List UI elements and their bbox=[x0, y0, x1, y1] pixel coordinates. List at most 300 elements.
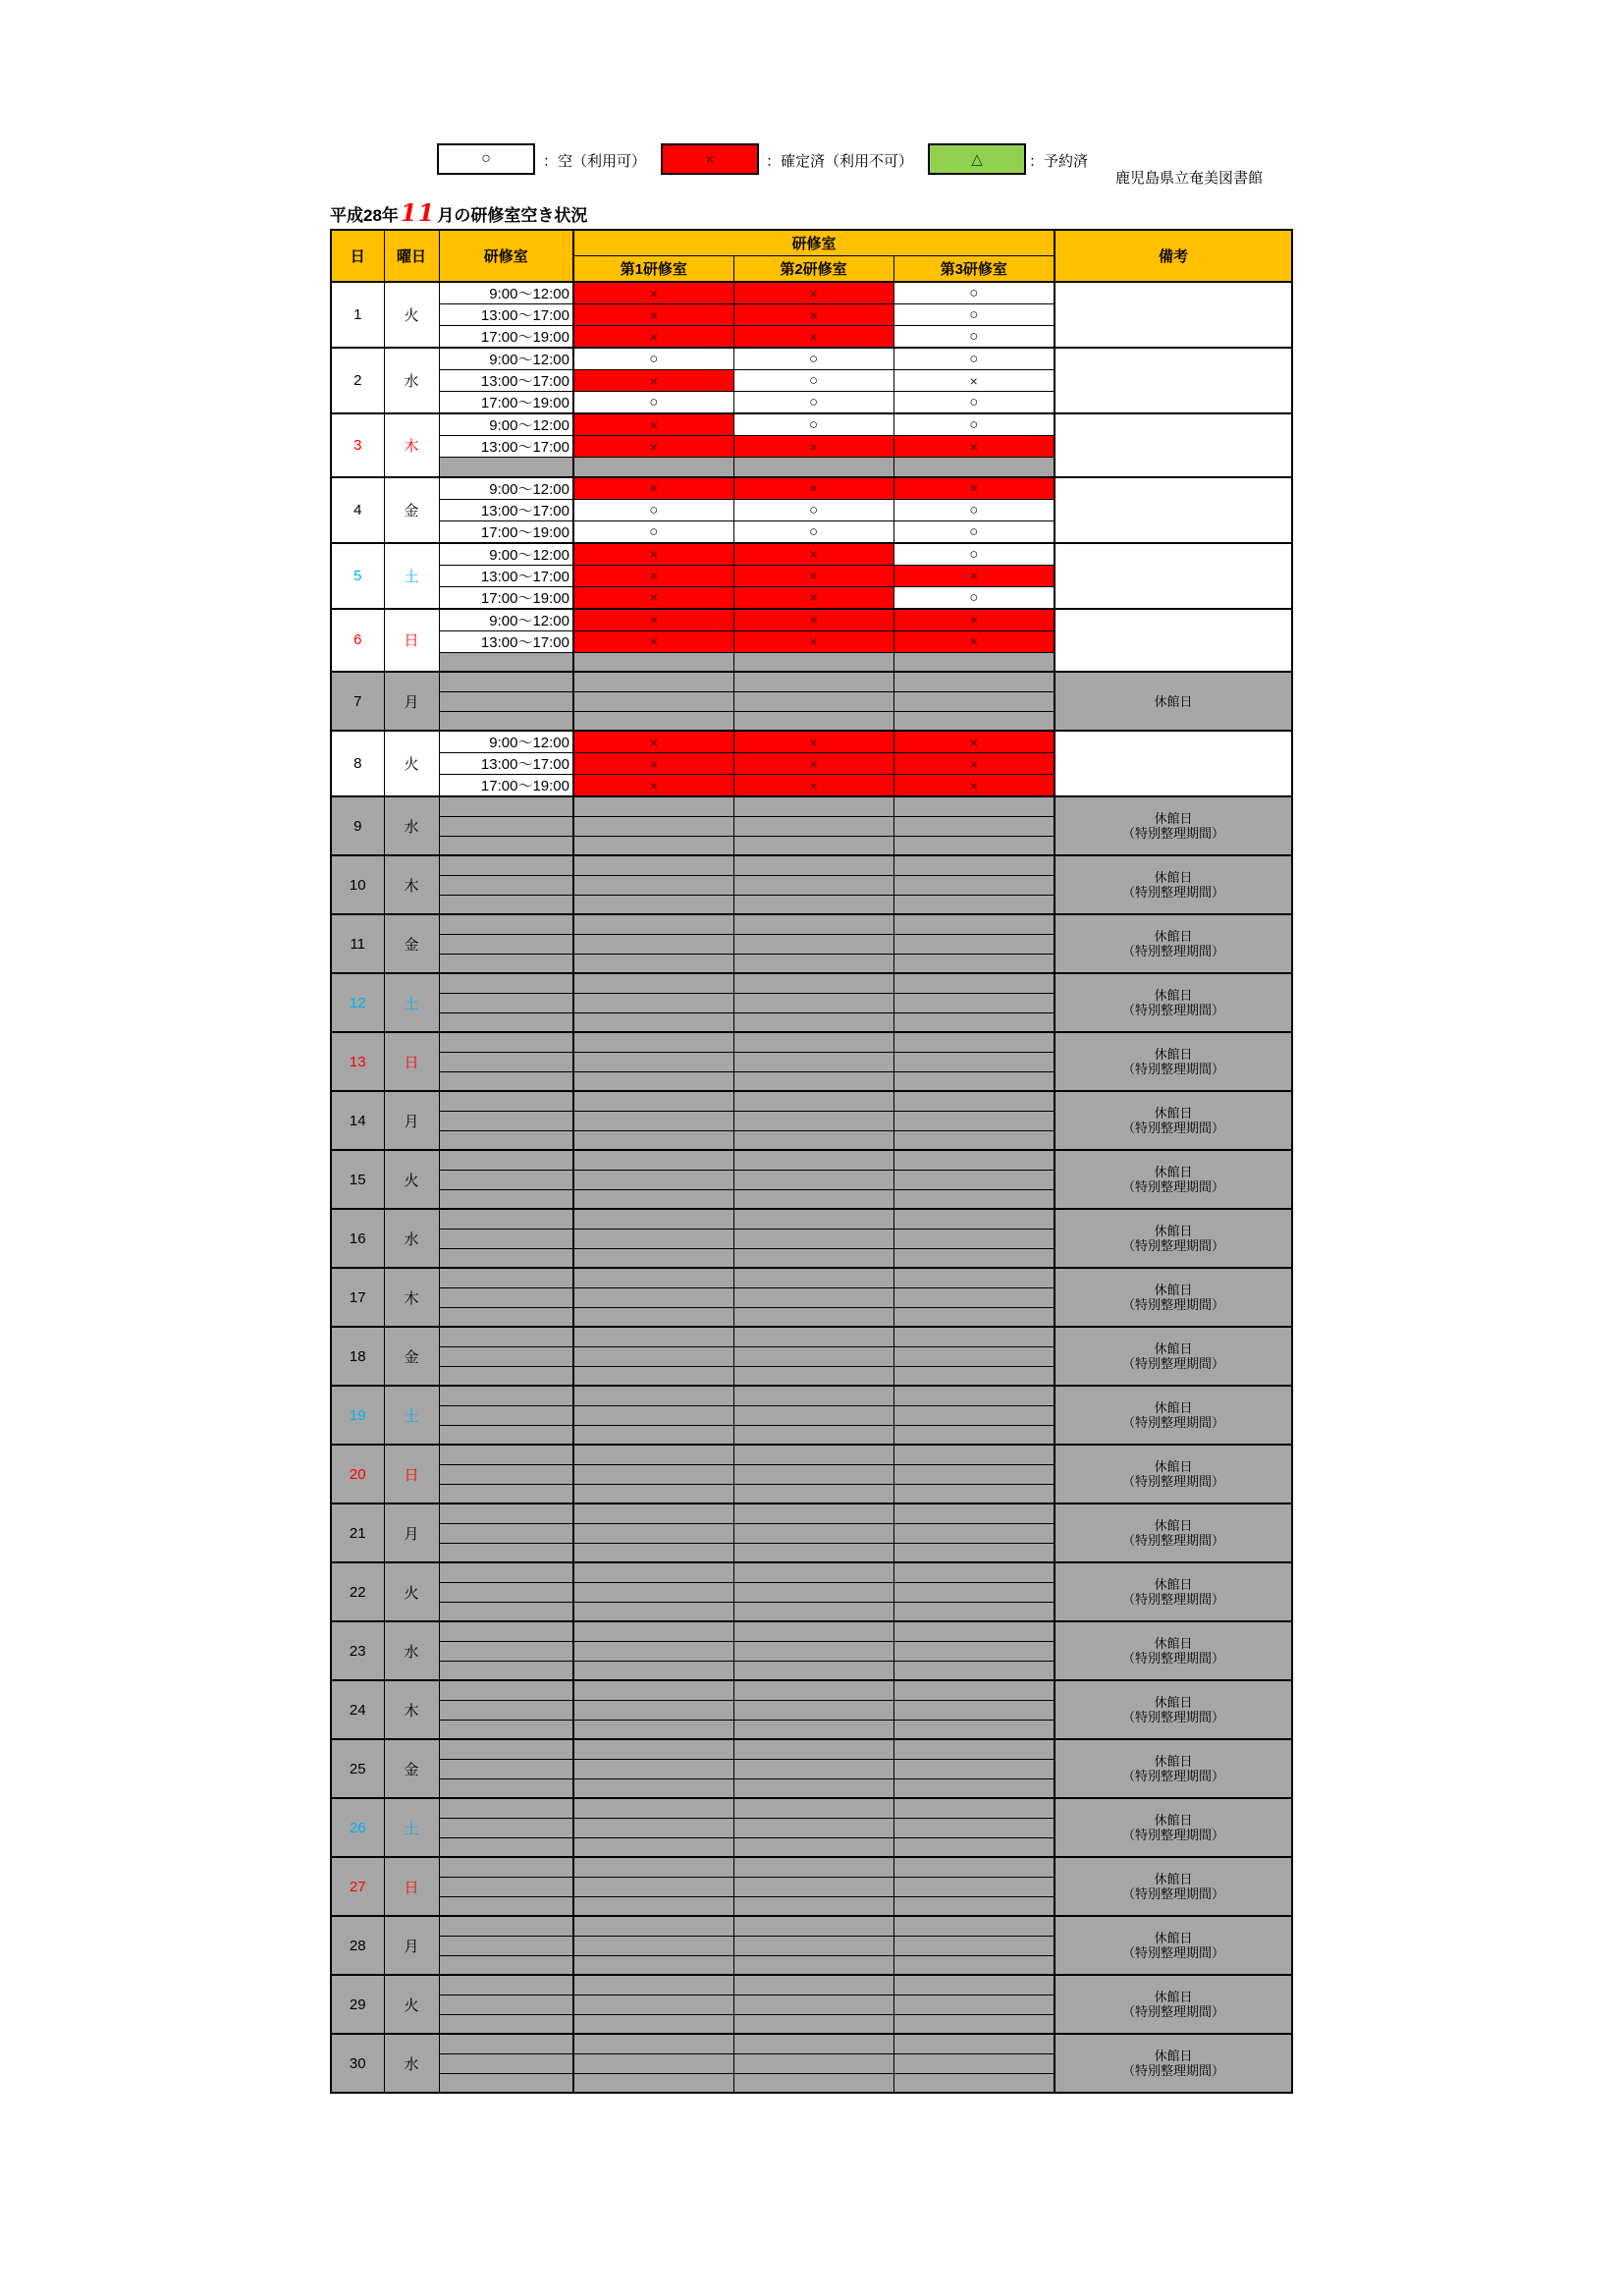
status-cell-room1 bbox=[573, 1130, 733, 1150]
remarks-line: （特別整理期間） bbox=[1121, 2063, 1224, 2078]
remarks-line: （特別整理期間） bbox=[1121, 1710, 1224, 1724]
status-cell-room1 bbox=[573, 875, 733, 895]
time-slot-cell bbox=[439, 1150, 573, 1170]
time-slot-cell bbox=[439, 836, 573, 855]
col-header-room3: 第3研修室 bbox=[893, 255, 1055, 282]
day-number-cell: 20 bbox=[331, 1445, 384, 1503]
status-cell-room2 bbox=[733, 1425, 893, 1445]
remarks-line: 休館日 bbox=[1154, 1106, 1193, 1121]
remarks-cell bbox=[1055, 477, 1292, 543]
status-cell-room3 bbox=[893, 1955, 1055, 1975]
status-cell-room3 bbox=[893, 1346, 1055, 1366]
weekday-cell: 木 bbox=[384, 413, 439, 477]
day-number-cell: 24 bbox=[331, 1680, 384, 1739]
weekday-cell: 土 bbox=[384, 543, 439, 609]
status-cell-room3 bbox=[893, 1857, 1055, 1877]
status-cell-room3: ○ bbox=[893, 499, 1055, 520]
status-cell-room3 bbox=[893, 2034, 1055, 2053]
table-row bbox=[331, 672, 1292, 691]
status-cell-room3 bbox=[893, 1386, 1055, 1405]
status-cell-room2 bbox=[733, 1229, 893, 1248]
status-cell-room2 bbox=[733, 1975, 893, 1995]
time-slot-cell bbox=[439, 1464, 573, 1484]
status-cell-room2 bbox=[733, 1661, 893, 1680]
status-cell-room2: × bbox=[733, 609, 893, 631]
remarks-cell bbox=[1055, 413, 1292, 477]
time-slot-cell bbox=[439, 1995, 573, 2014]
time-slot-cell bbox=[439, 1936, 573, 1955]
remarks-cell bbox=[1055, 796, 1292, 855]
remarks-cell bbox=[1055, 1150, 1292, 1209]
status-cell-room2 bbox=[733, 1857, 893, 1877]
day-number-cell: 25 bbox=[331, 1739, 384, 1798]
time-slot-cell bbox=[439, 1327, 573, 1346]
status-cell-room1 bbox=[573, 1877, 733, 1896]
table-row bbox=[331, 1032, 1292, 1052]
day-number-cell: 15 bbox=[331, 1150, 384, 1209]
status-cell-room2 bbox=[733, 1936, 893, 1955]
remarks-line: （特別整理期間） bbox=[1121, 1238, 1224, 1253]
status-cell-room3 bbox=[893, 1130, 1055, 1150]
weekday-cell: 水 bbox=[384, 796, 439, 855]
time-slot-cell bbox=[439, 973, 573, 993]
day-number-cell: 30 bbox=[331, 2034, 384, 2093]
table-row bbox=[331, 1798, 1292, 1818]
status-cell-room3 bbox=[893, 672, 1055, 691]
weekday-cell: 金 bbox=[384, 1327, 439, 1386]
status-cell-room2: × bbox=[733, 753, 893, 775]
status-cell-room1 bbox=[573, 1661, 733, 1680]
status-cell-room2 bbox=[733, 1818, 893, 1837]
weekday-cell: 月 bbox=[384, 1091, 439, 1150]
time-slot-cell bbox=[439, 1130, 573, 1150]
remarks-line: （特別整理期間） bbox=[1121, 1651, 1224, 1666]
status-cell-room3 bbox=[893, 1209, 1055, 1229]
status-cell-room2 bbox=[733, 855, 893, 875]
status-cell-room1 bbox=[573, 1837, 733, 1857]
status-cell-room2 bbox=[733, 1916, 893, 1936]
table-row bbox=[331, 1680, 1292, 1700]
remarks-line: （特別整理期間） bbox=[1121, 1533, 1224, 1548]
status-cell-room3 bbox=[893, 1445, 1055, 1464]
status-cell-room2: × bbox=[733, 630, 893, 652]
schedule-table bbox=[330, 229, 1293, 2094]
status-cell-room1 bbox=[573, 934, 733, 954]
day-number-cell: 23 bbox=[331, 1621, 384, 1680]
time-slot-cell: 13:00～17:00 bbox=[439, 499, 573, 520]
remarks-cell bbox=[1055, 1209, 1292, 1268]
table-row bbox=[331, 1150, 1292, 1170]
status-cell-room3 bbox=[893, 1896, 1055, 1916]
status-cell-room1 bbox=[573, 652, 733, 672]
table-header bbox=[331, 230, 1292, 282]
remarks-cell bbox=[1055, 348, 1292, 413]
page-title bbox=[330, 198, 593, 231]
status-cell-room2 bbox=[733, 1032, 893, 1052]
remarks-line: （特別整理期間） bbox=[1121, 1415, 1224, 1430]
status-cell-room3 bbox=[893, 1170, 1055, 1189]
col-header-room-group: 研修室 bbox=[573, 230, 1055, 255]
remarks-cell bbox=[1055, 543, 1292, 609]
status-cell-room1 bbox=[573, 836, 733, 855]
status-cell-room3: ○ bbox=[893, 348, 1055, 370]
status-cell-room2 bbox=[733, 1091, 893, 1111]
status-cell-room1 bbox=[573, 1189, 733, 1209]
remarks-cell bbox=[1055, 731, 1292, 796]
remarks-line: 休館日 bbox=[1154, 1400, 1193, 1415]
status-cell-room2 bbox=[733, 1896, 893, 1916]
time-slot-cell bbox=[439, 1562, 573, 1582]
table-row bbox=[331, 477, 1292, 500]
remarks-cell bbox=[1055, 1386, 1292, 1445]
status-cell-room2 bbox=[733, 1484, 893, 1503]
status-cell-room2 bbox=[733, 2053, 893, 2073]
status-cell-room2 bbox=[733, 1621, 893, 1641]
weekday-cell: 水 bbox=[384, 348, 439, 413]
status-cell-room1 bbox=[573, 1484, 733, 1503]
time-slot-cell bbox=[439, 914, 573, 934]
col-header-remarks: 備考 bbox=[1055, 230, 1292, 282]
weekday-cell: 火 bbox=[384, 731, 439, 796]
status-cell-room1: × bbox=[573, 753, 733, 775]
status-cell-room2 bbox=[733, 1759, 893, 1778]
col-header-room: 研修室 bbox=[439, 230, 573, 282]
time-slot-cell bbox=[439, 1778, 573, 1798]
remarks-line: （特別整理期間） bbox=[1121, 1179, 1224, 1194]
remarks-cell bbox=[1055, 1091, 1292, 1150]
status-cell-room3 bbox=[893, 796, 1055, 816]
status-cell-room3 bbox=[893, 711, 1055, 731]
status-cell-room1 bbox=[573, 993, 733, 1012]
status-cell-room1 bbox=[573, 1975, 733, 1995]
title-era: 平成28年 bbox=[330, 206, 399, 225]
day-number-cell: 3 bbox=[331, 413, 384, 477]
status-cell-room2 bbox=[733, 1366, 893, 1386]
status-cell-room1: × bbox=[573, 630, 733, 652]
status-cell-room3 bbox=[893, 1405, 1055, 1425]
time-slot-cell: 13:00～17:00 bbox=[439, 753, 573, 775]
status-cell-room1 bbox=[573, 1621, 733, 1641]
status-cell-room1 bbox=[573, 1346, 733, 1366]
status-cell-room2: × bbox=[733, 326, 893, 349]
status-cell-room3 bbox=[893, 1837, 1055, 1857]
status-cell-room3 bbox=[893, 1012, 1055, 1032]
status-cell-room3 bbox=[893, 1523, 1055, 1543]
status-cell-room3 bbox=[893, 1543, 1055, 1562]
status-cell-room1 bbox=[573, 1032, 733, 1052]
table-row bbox=[331, 1209, 1292, 1229]
time-slot-cell bbox=[439, 954, 573, 973]
status-cell-room2 bbox=[733, 1012, 893, 1032]
status-cell-room1 bbox=[573, 1759, 733, 1778]
remarks-line: 休館日 bbox=[1154, 1518, 1193, 1533]
schedule-table-wrapper bbox=[330, 229, 1293, 2094]
time-slot-cell bbox=[439, 1425, 573, 1445]
time-slot-cell bbox=[439, 1032, 573, 1052]
status-cell-room2: ○ bbox=[733, 413, 893, 436]
legend-label-reserved: ：予約済 bbox=[1029, 153, 1089, 170]
time-slot-cell bbox=[439, 1837, 573, 1857]
time-slot-cell bbox=[439, 895, 573, 914]
table-row bbox=[331, 348, 1292, 370]
remarks-line: 休館日 bbox=[1154, 929, 1193, 944]
status-cell-room3 bbox=[893, 1071, 1055, 1091]
time-slot-cell bbox=[439, 1700, 573, 1720]
status-cell-room3: × bbox=[893, 753, 1055, 775]
time-slot-cell bbox=[439, 1955, 573, 1975]
status-cell-room2 bbox=[733, 954, 893, 973]
status-cell-room1 bbox=[573, 691, 733, 711]
status-cell-room3 bbox=[893, 1307, 1055, 1327]
remarks-line: 休館日 bbox=[1154, 2049, 1193, 2063]
status-cell-room3 bbox=[893, 875, 1055, 895]
status-cell-room3 bbox=[893, 895, 1055, 914]
time-slot-cell: 9:00～12:00 bbox=[439, 609, 573, 631]
status-cell-room1 bbox=[573, 1778, 733, 1798]
time-slot-cell bbox=[439, 1111, 573, 1130]
time-slot-cell bbox=[439, 652, 573, 672]
table-row bbox=[331, 1916, 1292, 1936]
status-cell-room2 bbox=[733, 1543, 893, 1562]
status-cell-room3 bbox=[893, 1366, 1055, 1386]
status-cell-room1: × bbox=[573, 609, 733, 631]
time-slot-cell: 9:00～12:00 bbox=[439, 282, 573, 304]
status-cell-room3 bbox=[893, 1052, 1055, 1071]
status-cell-room2 bbox=[733, 711, 893, 731]
status-cell-room1: × bbox=[573, 326, 733, 349]
weekday-cell: 土 bbox=[384, 1798, 439, 1857]
status-cell-room3 bbox=[893, 1150, 1055, 1170]
status-cell-room3 bbox=[893, 458, 1055, 477]
time-slot-cell: 9:00～12:00 bbox=[439, 543, 573, 566]
weekday-cell: 木 bbox=[384, 1680, 439, 1739]
table-row bbox=[331, 796, 1292, 816]
time-slot-cell bbox=[439, 1071, 573, 1091]
status-cell-room3 bbox=[893, 1641, 1055, 1661]
status-cell-room3 bbox=[893, 1503, 1055, 1523]
time-slot-cell bbox=[439, 1975, 573, 1995]
status-cell-room2: ○ bbox=[733, 499, 893, 520]
status-cell-room3: × bbox=[893, 775, 1055, 797]
status-cell-room1 bbox=[573, 1995, 733, 2014]
remarks-line: 休館日 bbox=[1154, 1577, 1193, 1592]
remarks-line: 休館日 bbox=[1154, 1872, 1193, 1886]
weekday-cell: 日 bbox=[384, 609, 439, 673]
table-row bbox=[331, 1386, 1292, 1405]
time-slot-cell bbox=[439, 1268, 573, 1287]
time-slot-cell bbox=[439, 1307, 573, 1327]
status-cell-room1 bbox=[573, 1739, 733, 1759]
status-cell-room1 bbox=[573, 1916, 733, 1936]
day-number-cell: 10 bbox=[331, 855, 384, 914]
status-cell-room3 bbox=[893, 1268, 1055, 1287]
time-slot-cell: 9:00～12:00 bbox=[439, 731, 573, 753]
status-cell-room2 bbox=[733, 796, 893, 816]
status-cell-room3 bbox=[893, 1091, 1055, 1111]
remarks-cell bbox=[1055, 1739, 1292, 1798]
day-number-cell: 18 bbox=[331, 1327, 384, 1386]
status-cell-room3 bbox=[893, 1602, 1055, 1621]
time-slot-cell: 17:00～19:00 bbox=[439, 775, 573, 797]
time-slot-cell bbox=[439, 1896, 573, 1916]
status-cell-room3 bbox=[893, 1916, 1055, 1936]
status-cell-room2 bbox=[733, 993, 893, 1012]
weekday-cell: 土 bbox=[384, 1386, 439, 1445]
remarks-line: （特別整理期間） bbox=[1121, 944, 1224, 958]
status-cell-room1 bbox=[573, 1268, 733, 1287]
status-cell-room3 bbox=[893, 1877, 1055, 1896]
status-cell-room2 bbox=[733, 1562, 893, 1582]
status-cell-room2 bbox=[733, 1739, 893, 1759]
status-cell-room1 bbox=[573, 1936, 733, 1955]
status-cell-room3 bbox=[893, 1484, 1055, 1503]
remarks-line: 休館日 bbox=[1154, 1754, 1193, 1769]
status-cell-room3: ○ bbox=[893, 413, 1055, 436]
day-number-cell: 14 bbox=[331, 1091, 384, 1150]
weekday-cell: 日 bbox=[384, 1445, 439, 1503]
status-cell-room2: × bbox=[733, 586, 893, 609]
time-slot-cell bbox=[439, 1621, 573, 1641]
status-cell-room3 bbox=[893, 1700, 1055, 1720]
status-cell-room2: × bbox=[733, 477, 893, 500]
weekday-cell: 月 bbox=[384, 672, 439, 731]
day-number-cell: 28 bbox=[331, 1916, 384, 1975]
time-slot-cell bbox=[439, 1641, 573, 1661]
status-cell-room1 bbox=[573, 1091, 733, 1111]
status-cell-room1 bbox=[573, 816, 733, 836]
status-cell-room1 bbox=[573, 954, 733, 973]
status-cell-room1 bbox=[573, 711, 733, 731]
remarks-cell bbox=[1055, 855, 1292, 914]
status-cell-room3: × bbox=[893, 370, 1055, 392]
weekday-cell: 日 bbox=[384, 1032, 439, 1091]
title-suffix: 月の研修室空き状況 bbox=[437, 206, 588, 225]
status-cell-room1 bbox=[573, 1464, 733, 1484]
status-cell-room1 bbox=[573, 2073, 733, 2093]
day-number-cell: 22 bbox=[331, 1562, 384, 1621]
remarks-line: （特別整理期間） bbox=[1121, 1121, 1224, 1135]
status-cell-room1 bbox=[573, 1150, 733, 1170]
status-cell-room1 bbox=[573, 1543, 733, 1562]
status-cell-room2 bbox=[733, 1720, 893, 1739]
time-slot-cell: 13:00～17:00 bbox=[439, 630, 573, 652]
status-cell-room3: × bbox=[893, 477, 1055, 500]
remarks-cell bbox=[1055, 282, 1292, 348]
remarks-cell bbox=[1055, 1975, 1292, 2034]
status-cell-room2 bbox=[733, 934, 893, 954]
status-cell-room2 bbox=[733, 1130, 893, 1150]
table-row bbox=[331, 2034, 1292, 2053]
status-cell-room1 bbox=[573, 1307, 733, 1327]
remarks-line: （特別整理期間） bbox=[1121, 885, 1224, 900]
status-cell-room3 bbox=[893, 1425, 1055, 1445]
time-slot-cell: 17:00～19:00 bbox=[439, 392, 573, 414]
status-cell-room1: × bbox=[573, 370, 733, 392]
day-number-cell: 9 bbox=[331, 796, 384, 855]
remarks-line: 休館日 bbox=[1154, 988, 1193, 1003]
legend-box-reserved bbox=[928, 143, 1026, 175]
status-cell-room1 bbox=[573, 1170, 733, 1189]
status-cell-room1 bbox=[573, 1445, 733, 1464]
weekday-cell: 土 bbox=[384, 973, 439, 1032]
time-slot-cell bbox=[439, 1602, 573, 1621]
remarks-cell bbox=[1055, 1798, 1292, 1857]
status-cell-room1 bbox=[573, 2034, 733, 2053]
status-cell-room1 bbox=[573, 2014, 733, 2034]
status-cell-room2 bbox=[733, 816, 893, 836]
status-cell-room2: × bbox=[733, 543, 893, 566]
status-cell-room1 bbox=[573, 1896, 733, 1916]
remarks-cell bbox=[1055, 1621, 1292, 1680]
status-cell-room2 bbox=[733, 1209, 893, 1229]
day-number-cell: 4 bbox=[331, 477, 384, 543]
status-cell-room3 bbox=[893, 954, 1055, 973]
status-cell-room1: ○ bbox=[573, 392, 733, 414]
status-cell-room1: ○ bbox=[573, 520, 733, 543]
time-slot-cell bbox=[439, 1798, 573, 1818]
day-number-cell: 26 bbox=[331, 1798, 384, 1857]
remarks-cell bbox=[1055, 1503, 1292, 1562]
status-cell-room3 bbox=[893, 855, 1055, 875]
remarks-cell bbox=[1055, 609, 1292, 673]
col-header-day: 日 bbox=[331, 230, 384, 282]
table-row bbox=[331, 1268, 1292, 1287]
status-cell-room2 bbox=[733, 973, 893, 993]
day-number-cell: 21 bbox=[331, 1503, 384, 1562]
day-number-cell: 19 bbox=[331, 1386, 384, 1445]
status-cell-room1 bbox=[573, 1798, 733, 1818]
remarks-cell bbox=[1055, 672, 1292, 731]
status-cell-room2 bbox=[733, 1327, 893, 1346]
status-cell-room3 bbox=[893, 1798, 1055, 1818]
time-slot-cell: 13:00～17:00 bbox=[439, 370, 573, 392]
status-cell-room2 bbox=[733, 1503, 893, 1523]
status-cell-room2 bbox=[733, 672, 893, 691]
status-cell-room3 bbox=[893, 836, 1055, 855]
status-cell-room2 bbox=[733, 895, 893, 914]
time-slot-cell bbox=[439, 1287, 573, 1307]
weekday-cell: 水 bbox=[384, 1621, 439, 1680]
day-number-cell: 17 bbox=[331, 1268, 384, 1327]
remarks-line: （特別整理期間） bbox=[1121, 1297, 1224, 1312]
remarks-cell bbox=[1055, 1857, 1292, 1916]
status-cell-room1 bbox=[573, 1327, 733, 1346]
weekday-cell: 火 bbox=[384, 1562, 439, 1621]
status-cell-room3 bbox=[893, 652, 1055, 672]
status-cell-room1 bbox=[573, 1366, 733, 1386]
status-cell-room2 bbox=[733, 875, 893, 895]
status-cell-room2 bbox=[733, 1602, 893, 1621]
status-cell-room2 bbox=[733, 1464, 893, 1484]
time-slot-cell bbox=[439, 1543, 573, 1562]
status-cell-room3 bbox=[893, 2053, 1055, 2073]
status-cell-room3 bbox=[893, 973, 1055, 993]
status-cell-room1 bbox=[573, 1012, 733, 1032]
table-row bbox=[331, 1327, 1292, 1346]
time-slot-cell bbox=[439, 2053, 573, 2073]
time-slot-cell bbox=[439, 2073, 573, 2093]
time-slot-cell bbox=[439, 1052, 573, 1071]
remarks-cell bbox=[1055, 1032, 1292, 1091]
status-cell-room3 bbox=[893, 1995, 1055, 2014]
status-cell-room1 bbox=[573, 1857, 733, 1877]
time-slot-cell bbox=[439, 1523, 573, 1543]
status-cell-room2 bbox=[733, 1405, 893, 1425]
status-cell-room1: × bbox=[573, 731, 733, 753]
status-cell-room1: × bbox=[573, 477, 733, 500]
table-row bbox=[331, 543, 1292, 566]
remarks-line: 休館日 bbox=[1154, 1990, 1193, 2004]
